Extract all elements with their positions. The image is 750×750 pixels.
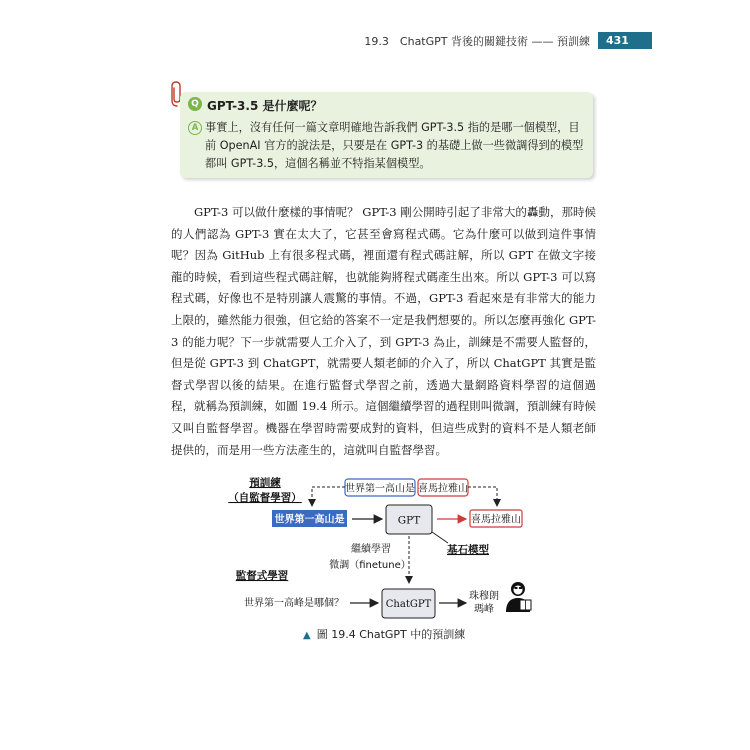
chatgpt-block-text: ChatGPT: [385, 599, 432, 610]
answer-label-1: 珠穆朗: [469, 591, 499, 602]
dashed-right-connector: [468, 487, 497, 506]
header-title: 19.3 ChatGPT 背後的關鍵技術 —— 預訓練: [364, 35, 590, 48]
caption-text: 圖 19.4 ChatGPT 中的預訓練: [316, 628, 466, 641]
pretrain-title: 預訓練: [249, 477, 281, 489]
answer-label-2: 瑪峰: [474, 604, 494, 615]
body-paragraph: GPT-3 可以做什麼樣的事情呢？ GPT-3 剛公開時引起了非常大的轟動，那時候的人們認為 GPT-3 實在太大了，它甚至會寫程式碼。它為什麼可以做到這件事情呢？因為 GitHub 上有很多程式碼，裡面還有程式碼註解，所以 GPT 在做文字接龍的時候，看到這些程式碼註解，也就能夠將程式碼產生出來。所以 GPT-3 可以寫程式碼，好像也不是特別讓人震驚的事情。不過，GPT-3 看起來是有非常大的能力上限的，雖然能力很強，但它給的答案不一定是我們想要的。所以怎麼再強化 GPT-3 的能力呢？下一步就需要人工介入了，到 GPT-3 為止，訓練是不需要人監督的，但是從 GPT-3 到 ChatGPT，就需要人類老師的介入了，所以 ChatGPT 其實是監督式學習以後的結果。在進行監督式學習之前，透過大量網路資料學習的這個過程，就稱為預訓練，如圖 19.4 所示。這個繼續學習的過程則叫微調，預訓練有時候又叫自監督學習。機器在學習時需要成對的資料，但這些成對的資料不是人類老師提供的，而是用一些方法產生的，這就叫自監督學習。: [171, 205, 596, 457]
gpt-block-text: GPT: [397, 514, 421, 527]
teacher-icon: [506, 582, 531, 612]
figure-caption: [303, 626, 465, 642]
question-badge: Q: [188, 97, 202, 111]
input-block-text: 世界第一高山是: [274, 514, 345, 526]
base-model-pointer: [432, 532, 448, 543]
question-label: 世界第一高峰是哪個？: [244, 598, 344, 609]
base-model-label: 基石模型: [447, 544, 489, 556]
top-output-text: 喜馬拉雅山: [418, 483, 468, 495]
dashed-left-connector: [312, 487, 345, 506]
supervised-title: 監督式學習: [235, 570, 289, 582]
question-text: GPT-3.5 是什麼呢？: [207, 99, 323, 113]
output-block-text: 喜馬拉雅山: [471, 514, 521, 526]
caption-triangle-icon: ▲: [303, 630, 311, 641]
top-input-text: 世界第一高山是: [345, 483, 415, 495]
pretrain-subtitle: （自監督學習）: [228, 492, 302, 504]
finetune-label-1: 繼續學習: [351, 544, 391, 555]
answer-badge: A: [188, 121, 202, 135]
answer-text: 事實上，沒有任何一篇文章明確地告訴我們 GPT-3.5 指的是哪一個模型，目前 OpenAI 官方的說法是，只要是在 GPT-3 的基礎上做一些微調得到的模型都叫 GPT-3.5，這個名稱並不特指某個模型。: [205, 121, 584, 170]
finetune-label-2: 微調（finetune）: [329, 560, 411, 571]
page-number: 431: [598, 32, 652, 49]
